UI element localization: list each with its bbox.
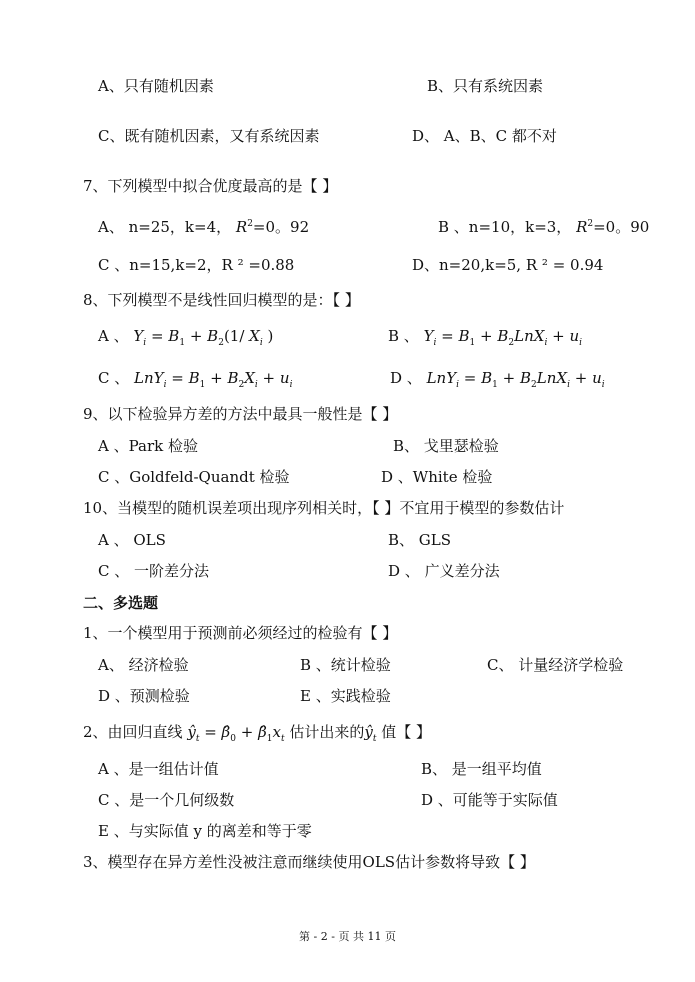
q7-option-c: C 、n=15,k=2，R ² =0.88 [98,256,295,274]
q7-option-d: D、n=20,k=5, R ² = 0.94 [412,256,604,274]
m1-stem: 1、一个模型用于预测前必须经过的检验有【 】 [83,624,398,642]
q7-stem: 7、下列模型中拟合优度最高的是【 】 [83,177,338,195]
q8-option-d: D 、 $LnY_i = B_1 + B_2LnX_i + u_i$ [390,369,605,390]
m2-option-b: B、 是一组平均值 [421,760,542,778]
m1-option-b: B 、统计检验 [300,656,391,674]
m1-option-d: D 、预测检验 [98,687,190,705]
m1-option-a: A、 经济检验 [98,656,189,674]
q6-option-b: B、只有系统因素 [427,77,544,95]
m1-option-c: C、 计量经济学检验 [487,656,624,674]
m2-option-d: D 、可能等于实际值 [421,791,558,809]
q6-option-c: C、既有随机因素，又有系统因素 [98,127,320,145]
m1-option-e: E 、实践检验 [300,687,391,705]
q8-option-b: B 、 $Y_i = B_1 + B_2LnX_i + u_i$ [388,327,582,348]
q9-stem: 9、以下检验异方差的方法中最具一般性是【 】 [83,405,398,423]
q9-option-d: D 、White 检验 [381,468,493,486]
q8-stem: 8、下列模型不是线性回归模型的是：【 】 [83,291,360,309]
m2-option-e: E 、与实际值 y 的离差和等于零 [98,822,312,840]
q10-option-c: C 、 一阶差分法 [98,562,210,580]
m2-stem: 2、由回归直线 $ŷ_t$ = $\betâ_0$ + $\betâ_1x_t$ 估计出来的$ŷ_t$ 值【 】 [83,723,432,744]
q10-stem: 10、当模型的随机误差项出现序列相关时，【 】不宜用于模型的参数估计 [83,499,565,517]
q7-option-b: B 、n=10，k=3， $R^2=0$。90 [438,218,650,236]
m2-option-a: A 、是一组估计值 [98,760,219,778]
m3-stem: 3、模型存在异方差性没被注意而继续使用OLS估计参数将导致【 】 [83,853,535,871]
q6-option-d: D、 A、B、C 都不对 [412,127,557,145]
q8-option-a: A 、 $Y_i = B_1 + B_2(1/$ $X_i$ ) [98,327,274,348]
m2-option-c: C 、是一个几何级数 [98,791,235,809]
q9-option-c: C 、Goldfeld-Quandt 检验 [98,468,290,486]
q7-option-a: A、 n=25，k=4， $R^2=0$。92 [98,218,310,236]
q10-option-a: A 、 OLS [98,531,166,549]
q10-option-d: D 、 广义差分法 [388,562,500,580]
q6-option-a: A、只有随机因素 [98,77,214,95]
q10-option-b: B、 GLS [388,531,452,549]
q8-option-c: C 、 $LnY_i = B_1 + B_2X_i + u_i$ [98,369,293,390]
q9-option-b: B、 戈里瑟检验 [393,437,499,455]
q9-option-a: A 、Park 检验 [98,437,198,455]
page-footer: 第 - 2 - 页 共 11 页 [299,930,396,943]
section-title-multiple-choice: 二、多选题 [83,594,159,612]
